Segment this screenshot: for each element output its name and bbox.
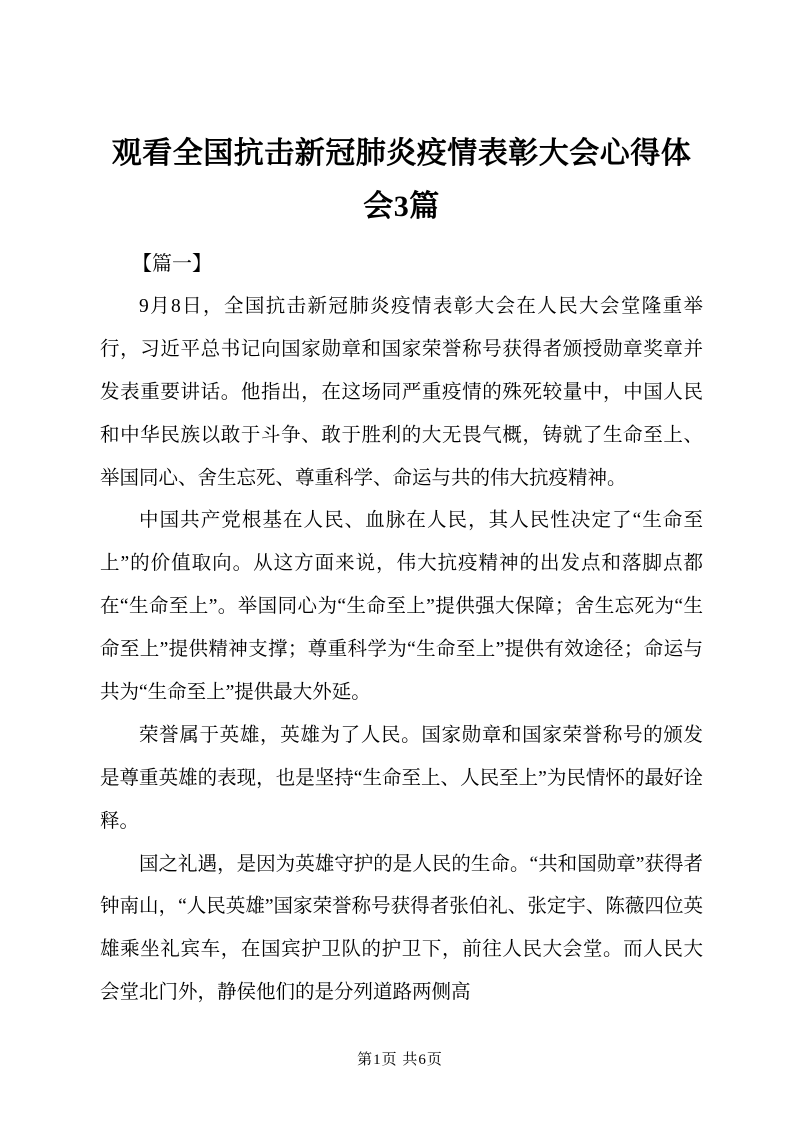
paragraph-1: 9月8日，全国抗击新冠肺炎疫情表彰大会在人民大会堂隆重举行，习近平总书记向国家勋章和国家荣誉称号获得者颁授勋章奖章并发表重要讲话。他指出，在这场同严重疫情的殊死较量中，中国人民和中华民族以敢于斗争、敢于胜利的大无畏气概，铸就了生命至上、举国同心、舍生忘死、尊重科学、命运与共的伟大抗疫精神。 bbox=[100, 296, 703, 489]
section-marker: 【篇一】 bbox=[132, 253, 212, 275]
document-title: 观看全国抗击新冠肺炎疫情表彰大会心得体会3篇 bbox=[111, 137, 692, 223]
paragraph-3: 荣誉属于英雄，英雄为了人民。国家勋章和国家荣誉称号的颁发是尊重英雄的表现，也是坚持“生命至上、人民至上”为民情怀的最好诠释。 bbox=[100, 724, 703, 832]
page-number-footer: 第1页 共6页 bbox=[357, 1052, 443, 1068]
paragraph-2: 中国共产党根基在人民、血脉在人民，其人民性决定了“生命至上”的价值取向。从这方面来说，伟大抗疫精神的出发点和落脚点都在“生命至上”。举国同心为“生命至上”提供强大保障；舍生忘死为“生命至上”提供精神支撑；尊重科学为“生命至上”提供有效途径；命运与共为“生命至上”提供最大外延。 bbox=[100, 510, 703, 704]
paragraph-4: 国之礼遇，是因为英雄守护的是人民的生命。“共和国勋章”获得者钟南山，“人民英雄”国家荣誉称号获得者张伯礼、张定宇、陈薇四位英雄乘坐礼宾车，在国宾护卫队的护卫下，前往人民大会堂。而人民大会堂北门外，静侯他们的是分列道路两侧高 bbox=[100, 853, 703, 1004]
